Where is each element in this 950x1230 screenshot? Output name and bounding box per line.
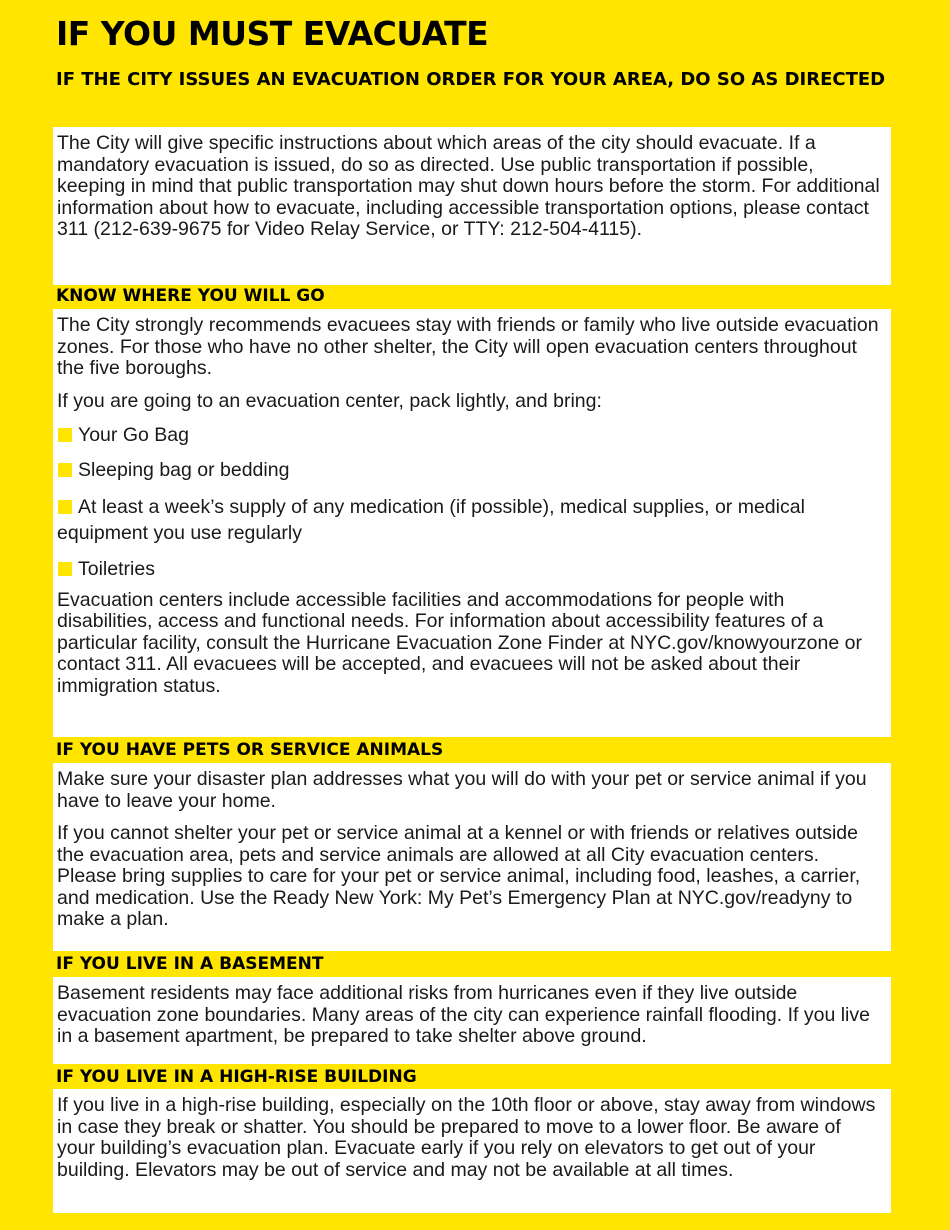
evacuation-order-heading: IF THE CITY ISSUES AN EVACUATION ORDER FOR YOUR AREA, DO SO AS DIRECTED bbox=[56, 69, 886, 90]
highrise-panel bbox=[53, 1089, 891, 1213]
know-where-text-2: If you are going to an evacuation center, pack lightly, and bring: bbox=[57, 389, 602, 412]
pets-text-2: If you cannot shelter your pet or service animal at a kennel or with friends or relatives outside the evacuation area, pets and service animals are allowed at all City evacuation centers. Please bring supplies to care for your pet or service animal, including food, leashes, a carrier, and medication. Use the Ready New York: My Pet’s Emergency Plan at NYC.gov/readyny to make a plan. bbox=[57, 822, 861, 930]
know-where-panel bbox=[53, 309, 891, 737]
highrise-heading: IF YOU LIVE IN A HIGH-RISE BUILDING bbox=[56, 1067, 417, 1087]
basement-heading: IF YOU LIVE IN A BASEMENT bbox=[56, 954, 324, 974]
basement-panel bbox=[53, 977, 891, 1064]
intro-text: The City will give specific instructions about which areas of the city should evacuate. If a mandatory evacuation is issued, do so as directed. Use public transportation if possible, keeping in mind that public transportation may shut down hours before the storm. For additional information about how to evacuate, including accessible transportation options, please contact 311 (212-639-9675 for Video Relay Service, or TTY: 212-504-4115). bbox=[57, 132, 880, 240]
list-item: At least a week’s supply of any medication (if possible), medical supplies, or medical equipment you use regularly bbox=[57, 496, 805, 544]
list-item: Toiletries bbox=[57, 559, 883, 581]
square-bullet-icon bbox=[58, 463, 72, 477]
pets-panel bbox=[53, 763, 891, 951]
highrise-text: If you live in a high-rise building, especially on the 10th floor or above, stay away from windows in case they break or shatter. You should be prepared to move to a lower floor. Be aware of your building’s evacuation plan. Evacuate early if you rely on elevators to get out of your building. Elevators may be out of service and may not be available at all times. bbox=[57, 1094, 876, 1181]
square-bullet-icon bbox=[58, 428, 72, 442]
intro-panel bbox=[53, 127, 891, 285]
square-bullet-icon bbox=[58, 562, 72, 576]
square-bullet-icon bbox=[58, 500, 72, 514]
pets-text-1: Make sure your disaster plan addresses what you will do with your pet or service animal if you have to leave your home. bbox=[57, 768, 867, 812]
list-item: Your Go Bag bbox=[57, 425, 883, 447]
basement-text: Basement residents may face additional risks from hurricanes even if they live outside evacuation zone boundaries. Many areas of the city can experience rainfall flooding. If you live in a basement apartment, be prepared to take shelter above ground. bbox=[57, 982, 870, 1047]
page-title: IF YOU MUST EVACUATE bbox=[56, 14, 489, 53]
list-item: Sleeping bag or bedding bbox=[57, 460, 883, 482]
know-where-text-1: The City strongly recommends evacuees stay with friends or family who live outside evacuation zones. For those who have no other shelter, the City will open evacuation centers throughout the five boroughs. bbox=[57, 314, 879, 379]
know-where-heading: KNOW WHERE YOU WILL GO bbox=[56, 286, 325, 306]
pack-list bbox=[57, 425, 883, 581]
pets-heading: IF YOU HAVE PETS OR SERVICE ANIMALS bbox=[56, 740, 444, 760]
know-where-text-3: Evacuation centers include accessible facilities and accommodations for people with disabilities, access and functional needs. For information about accessibility features of a particular facility, consult the Hurricane Evacuation Zone Finder at NYC.gov/knowyourzone or contact 311. All evacuees will be accepted, and evacuees will not be asked about their immigration status. bbox=[57, 588, 862, 697]
